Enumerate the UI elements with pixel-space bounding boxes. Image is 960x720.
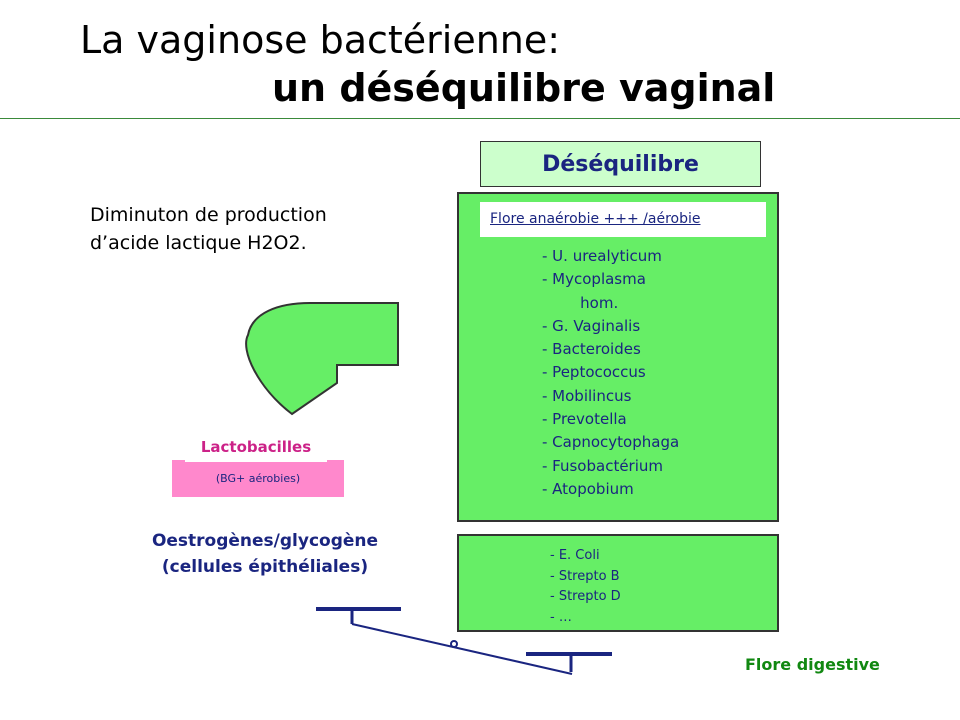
flore-digestive-label: Flore digestive bbox=[745, 655, 880, 674]
species-item: - Bacteroides bbox=[542, 340, 641, 359]
oestrogenes-line2: (cellules épithéliales) bbox=[161, 557, 369, 577]
diminution-line2: d’acide lactique H2O2. bbox=[90, 232, 307, 254]
digestive-species-item: - Strepto B bbox=[550, 568, 620, 584]
lactobacilles-subtitle: (BG+ aérobies) bbox=[215, 472, 301, 485]
flora-label: Flore anaérobie +++ /aérobie bbox=[490, 211, 701, 227]
scale-pivot bbox=[451, 641, 457, 647]
species-item: - Mycoplasma bbox=[542, 270, 646, 289]
species-item: - U. urealyticum bbox=[542, 247, 662, 265]
species-item: - Capnocytophaga bbox=[542, 433, 680, 452]
scale-beam bbox=[352, 624, 572, 674]
title-line1: La vaginose bactérienne: bbox=[80, 18, 561, 62]
species-item: - Atopobium bbox=[542, 479, 634, 498]
digestive-species-item: - Strepto D bbox=[550, 589, 621, 604]
lactobacilles-label: Lactobacilles bbox=[200, 438, 312, 456]
species-item: - G. Vaginalis bbox=[542, 316, 641, 335]
species-item: - Mobilincus bbox=[542, 386, 632, 405]
desequilibre-label: Déséquilibre bbox=[542, 151, 699, 177]
species-item: - Peptococcus bbox=[542, 363, 646, 382]
species-item: - Prevotella bbox=[542, 410, 627, 429]
title-line2: un déséquilibre vaginal bbox=[272, 66, 776, 110]
oestrogenes-line1: Oestrogènes/glycogène bbox=[151, 531, 379, 551]
diminution-line1: Diminuton de production bbox=[90, 204, 327, 226]
species-item: - Fusobactérium bbox=[542, 456, 664, 475]
digestive-species-item: - … bbox=[550, 609, 572, 625]
species-item: hom. bbox=[542, 293, 619, 312]
digestive-species-item: - E. Coli bbox=[550, 548, 600, 563]
